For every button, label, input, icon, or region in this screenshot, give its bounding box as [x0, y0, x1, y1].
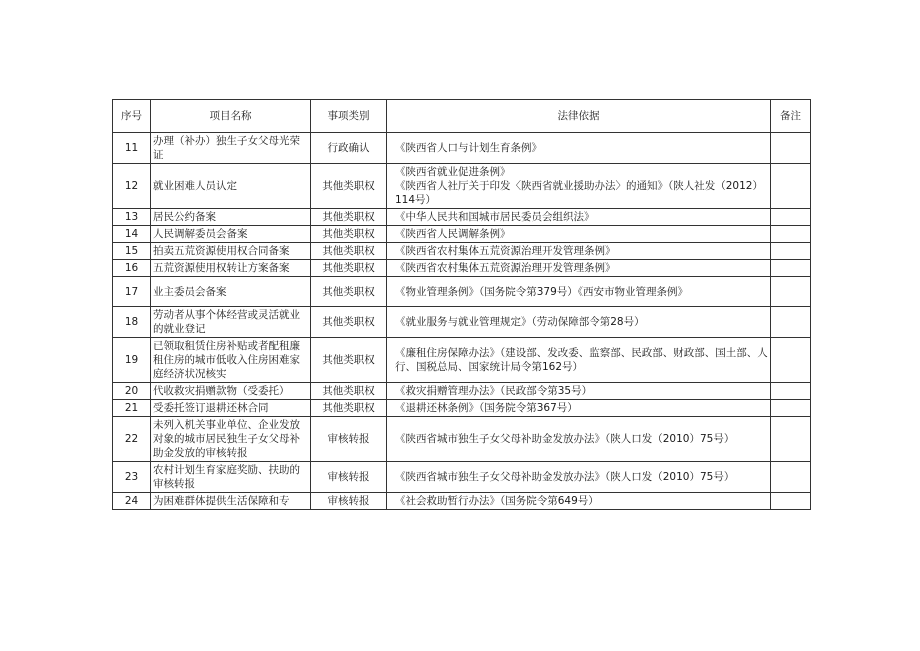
basis-line: 《社会救助暂行办法》（国务院令第649号） — [395, 495, 599, 507]
header-name: 项目名称 — [151, 100, 311, 133]
row-seq: 14 — [113, 226, 151, 243]
basis-line: 《救灾捐赠管理办法》（民政部令第35号） — [395, 385, 593, 397]
row-remark — [771, 417, 811, 462]
basis-line: 《物业管理条例》（国务院令第379号）《西安市物业管理条例》 — [395, 285, 689, 298]
row-seq: 20 — [113, 383, 151, 400]
table-row — [113, 133, 811, 164]
basis-line: 《就业服务与就业管理规定》（劳动保障部令第28号） — [395, 316, 645, 328]
row-name: 农村计划生育家庭奖励、扶助的审核转报 — [151, 462, 311, 493]
header-remark: 备注 — [771, 100, 811, 133]
row-seq: 18 — [113, 307, 151, 338]
basis-line: 《陕西省就业促进条例》 — [395, 166, 511, 178]
row-basis — [387, 277, 771, 307]
table-row — [113, 400, 811, 417]
row-seq: 17 — [113, 277, 151, 307]
row-basis — [387, 164, 771, 209]
row-remark — [771, 243, 811, 260]
table-row — [113, 243, 811, 260]
row-basis — [387, 260, 771, 277]
row-category: 其他类职权 — [311, 243, 387, 260]
header-seq: 序号 — [113, 100, 151, 133]
row-name: 五荒资源使用权转让方案备案 — [151, 260, 311, 277]
row-basis — [387, 226, 771, 243]
table-row — [113, 260, 811, 277]
row-name: 代收救灾捐赠款物（受委托） — [151, 383, 311, 400]
row-seq: 22 — [113, 417, 151, 462]
row-name: 为困难群体提供生活保障和专 — [151, 493, 311, 510]
row-name: 已领取租赁住房补贴或者配租廉租住房的城市低收入住房困难家庭经济状况核实 — [151, 338, 311, 383]
row-category: 其他类职权 — [311, 226, 387, 243]
row-seq: 19 — [113, 338, 151, 383]
row-category: 审核转报 — [311, 493, 387, 510]
row-basis — [387, 383, 771, 400]
row-name: 劳动者从事个体经营或灵活就业的就业登记 — [151, 307, 311, 338]
row-basis — [387, 307, 771, 338]
row-category: 行政确认 — [311, 133, 387, 164]
row-seq: 15 — [113, 243, 151, 260]
row-basis — [387, 338, 771, 383]
table-row — [113, 493, 811, 510]
basis-line: 《陕西省城市独生子女父母补助金发放办法》（陕人口发（2010）75号） — [395, 471, 735, 483]
row-category: 其他类职权 — [311, 383, 387, 400]
row-remark — [771, 493, 811, 510]
basis-line: 《陕西省人口与计划生育条例》 — [395, 142, 542, 154]
row-basis — [387, 243, 771, 260]
row-category: 审核转报 — [311, 462, 387, 493]
row-basis — [387, 493, 771, 510]
row-name: 未列入机关事业单位、企业发放对象的城市居民独生子女父母补助金发放的审核转报 — [151, 417, 311, 462]
row-name: 受委托签订退耕还林合同 — [151, 400, 311, 417]
row-remark — [771, 277, 811, 307]
row-name: 就业困难人员认定 — [151, 164, 311, 209]
row-name: 居民公约备案 — [151, 209, 311, 226]
row-remark — [771, 400, 811, 417]
row-remark — [771, 164, 811, 209]
basis-line: 《陕西省人社厅关于印发〈陕西省就业援助办法〉的通知》（陕人社发（2012）114号） — [395, 180, 763, 206]
table-row — [113, 417, 811, 462]
table-row — [113, 277, 811, 307]
basis-line: 《退耕还林条例》（国务院令第367号） — [395, 402, 578, 414]
row-basis — [387, 133, 771, 164]
row-remark — [771, 260, 811, 277]
table-row — [113, 226, 811, 243]
table-row — [113, 164, 811, 209]
basis-line: 《陕西省农村集体五荒资源治理开发管理条例》 — [395, 245, 616, 257]
basis-line: 《陕西省人民调解条例》 — [395, 228, 511, 240]
row-category: 其他类职权 — [311, 400, 387, 417]
table-row — [113, 307, 811, 338]
row-seq: 11 — [113, 133, 151, 164]
row-category: 其他类职权 — [311, 164, 387, 209]
row-category: 其他类职权 — [311, 260, 387, 277]
row-category: 其他类职权 — [311, 338, 387, 383]
table-row — [113, 462, 811, 493]
row-seq: 24 — [113, 493, 151, 510]
table-row — [113, 383, 811, 400]
authority-table — [112, 99, 811, 510]
row-name: 业主委员会备案 — [151, 277, 311, 307]
row-name: 办理（补办）独生子女父母光荣证 — [151, 133, 311, 164]
basis-line: 《中华人民共和国城市居民委员会组织法》 — [395, 211, 595, 223]
row-basis — [387, 417, 771, 462]
row-category: 其他类职权 — [311, 277, 387, 307]
header-basis: 法律依据 — [387, 100, 771, 133]
basis-line: 《陕西省城市独生子女父母补助金发放办法》（陕人口发（2010）75号） — [395, 433, 735, 445]
table-row — [113, 338, 811, 383]
row-seq: 16 — [113, 260, 151, 277]
basis-line: 《陕西省农村集体五荒资源治理开发管理条例》 — [395, 262, 616, 274]
row-name: 拍卖五荒资源使用权合同备案 — [151, 243, 311, 260]
row-remark — [771, 209, 811, 226]
row-remark — [771, 338, 811, 383]
row-remark — [771, 462, 811, 493]
table-row — [113, 209, 811, 226]
row-category: 其他类职权 — [311, 307, 387, 338]
row-basis — [387, 209, 771, 226]
row-remark — [771, 307, 811, 338]
document-page — [112, 99, 810, 510]
header-category: 事项类别 — [311, 100, 387, 133]
table-header-row — [113, 100, 811, 133]
row-category: 审核转报 — [311, 417, 387, 462]
basis-line: 《廉租住房保障办法》（建设部、发改委、监察部、民政部、财政部、国土部、人行、国税总局、国家统计局令第162号） — [395, 347, 768, 373]
table-body — [113, 133, 811, 510]
row-seq: 21 — [113, 400, 151, 417]
row-basis — [387, 400, 771, 417]
row-seq: 12 — [113, 164, 151, 209]
row-basis — [387, 462, 771, 493]
row-name: 人民调解委员会备案 — [151, 226, 311, 243]
row-remark — [771, 133, 811, 164]
row-seq: 13 — [113, 209, 151, 226]
row-seq: 23 — [113, 462, 151, 493]
row-remark — [771, 226, 811, 243]
row-remark — [771, 383, 811, 400]
row-category: 其他类职权 — [311, 209, 387, 226]
